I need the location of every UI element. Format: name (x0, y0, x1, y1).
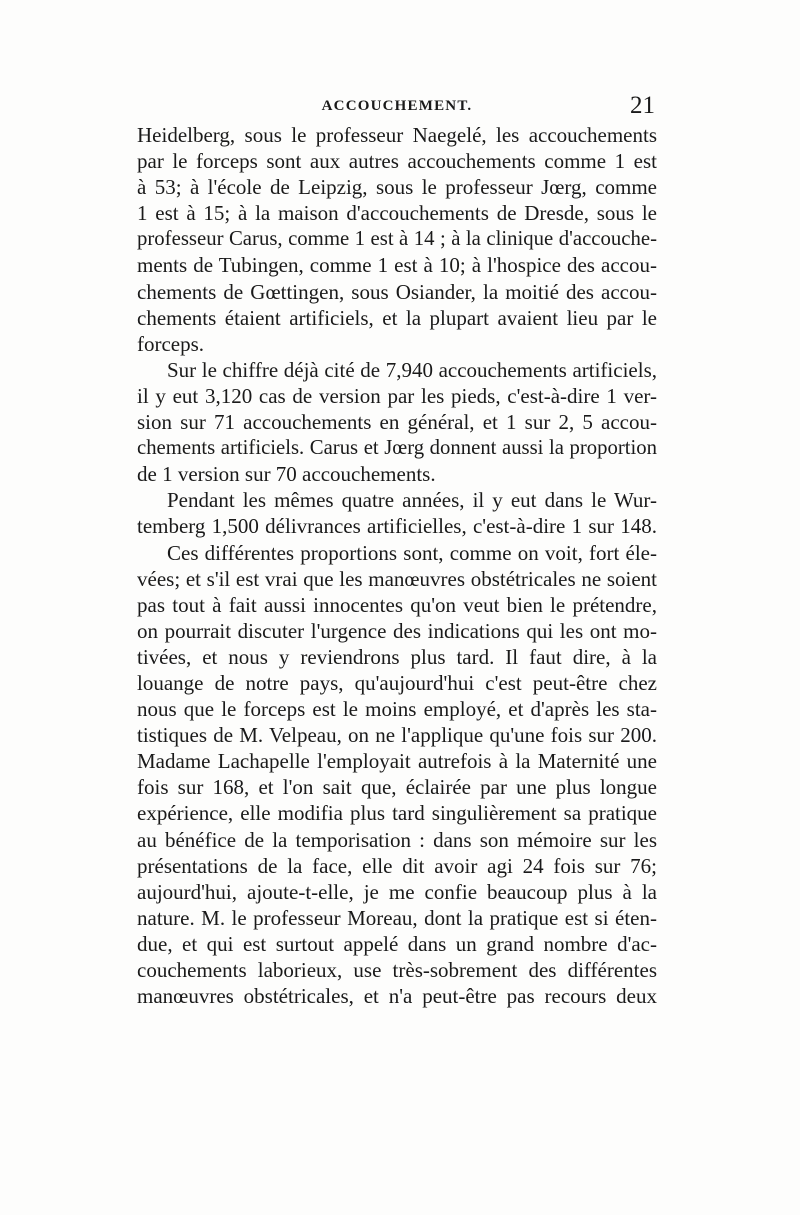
text-line: couchements laborieux, use très-sobrement des différentes (137, 958, 657, 982)
text-line: nous que le forceps est le moins employé, et d'après les sta- (137, 697, 657, 722)
text-line: tistiques de M. Velpeau, on ne l'applique qu'une fois sur 200. (137, 723, 657, 748)
text-line: Sur le chiffre déjà cité de 7,940 accouchements artificiels, (167, 357, 657, 382)
text-line: manœuvres obstétricales, et n'a peut-être pas recours deux (137, 984, 657, 1009)
body-text (137, 122, 657, 1009)
text-line: nature. M. le professeur Moreau, dont la pratique est si éten- (137, 905, 657, 930)
text-line: louange de notre pays, qu'aujourd'hui c'est peut-être chez (137, 670, 657, 695)
text-line: à 53; à l'école de Leipzig, sous le professeur Jœrg, comme (137, 175, 657, 200)
text-line: 1 est à 15; à la maison d'accouchements de Dresde, sous le (137, 201, 657, 226)
text-line: au bénéfice de la temporisation : dans son mémoire sur les (137, 827, 657, 852)
page-number: 21 (630, 92, 655, 119)
text-line: pas tout à fait aussi innocentes qu'on veut bien le prétendre, (137, 592, 657, 617)
text-line: due, et qui est surtout appelé dans un grand nombre d'ac- (137, 931, 657, 956)
text-line: Madame Lachapelle l'employait autrefois à la Maternité une (137, 749, 657, 774)
text-line: de 1 version sur 70 accouchements. (137, 462, 436, 487)
text-line: Ces différentes proportions sont, comme on voit, fort éle- (167, 540, 657, 565)
text-line: ments de Tubingen, comme 1 est à 10; à l'hospice des accou- (137, 253, 657, 278)
text-line: par le forceps sont aux autres accouchements comme 1 est (137, 149, 657, 174)
text-line: chements de Gœttingen, sous Osiander, la moitié des accou- (137, 279, 657, 304)
text-line: chements étaient artificiels, et la plupart avaient lieu par le (137, 305, 657, 330)
text-line: forceps. (137, 331, 205, 356)
text-line: on pourrait discuter l'urgence des indications qui les ont mo- (137, 618, 657, 643)
text-line: Heidelberg, sous le professeur Naegelé, les accouchements (137, 123, 657, 147)
text-line: il y eut 3,120 cas de version par les pieds, c'est-à-dire 1 ver- (137, 383, 657, 408)
text-line: sion sur 71 accouchements en général, et 1 sur 2, 5 accou- (137, 410, 657, 435)
text-line: fois sur 168, et l'on sait que, éclairée par une plus longue (137, 775, 657, 800)
text-line: expérience, elle modifia plus tard singulièrement sa pratique (137, 801, 657, 826)
text-line: temberg 1,500 délivrances artificielles, c'est-à-dire 1 sur 148. (137, 514, 657, 539)
text-line: présentations de la face, elle dit avoir agi 24 fois sur 76; (137, 853, 657, 878)
text-line: professeur Carus, comme 1 est à 14 ; à la clinique d'accouche- (137, 227, 657, 251)
running-head: ACCOUCHEMENT. (321, 98, 473, 114)
text-line: vées; et s'il est vrai que les manœuvres obstétricales ne soient (137, 566, 657, 591)
text-line: Pendant les mêmes quatre années, il y eut dans le Wur- (167, 488, 657, 513)
text-line: chements artificiels. Carus et Jœrg donnent aussi la proportion (137, 437, 657, 460)
text-line: tivées, et nous y reviendrons plus tard. Il faut dire, à la (137, 644, 657, 669)
text-line: aujourd'hui, ajoute-t-elle, je me confie beaucoup plus à la (137, 879, 657, 904)
